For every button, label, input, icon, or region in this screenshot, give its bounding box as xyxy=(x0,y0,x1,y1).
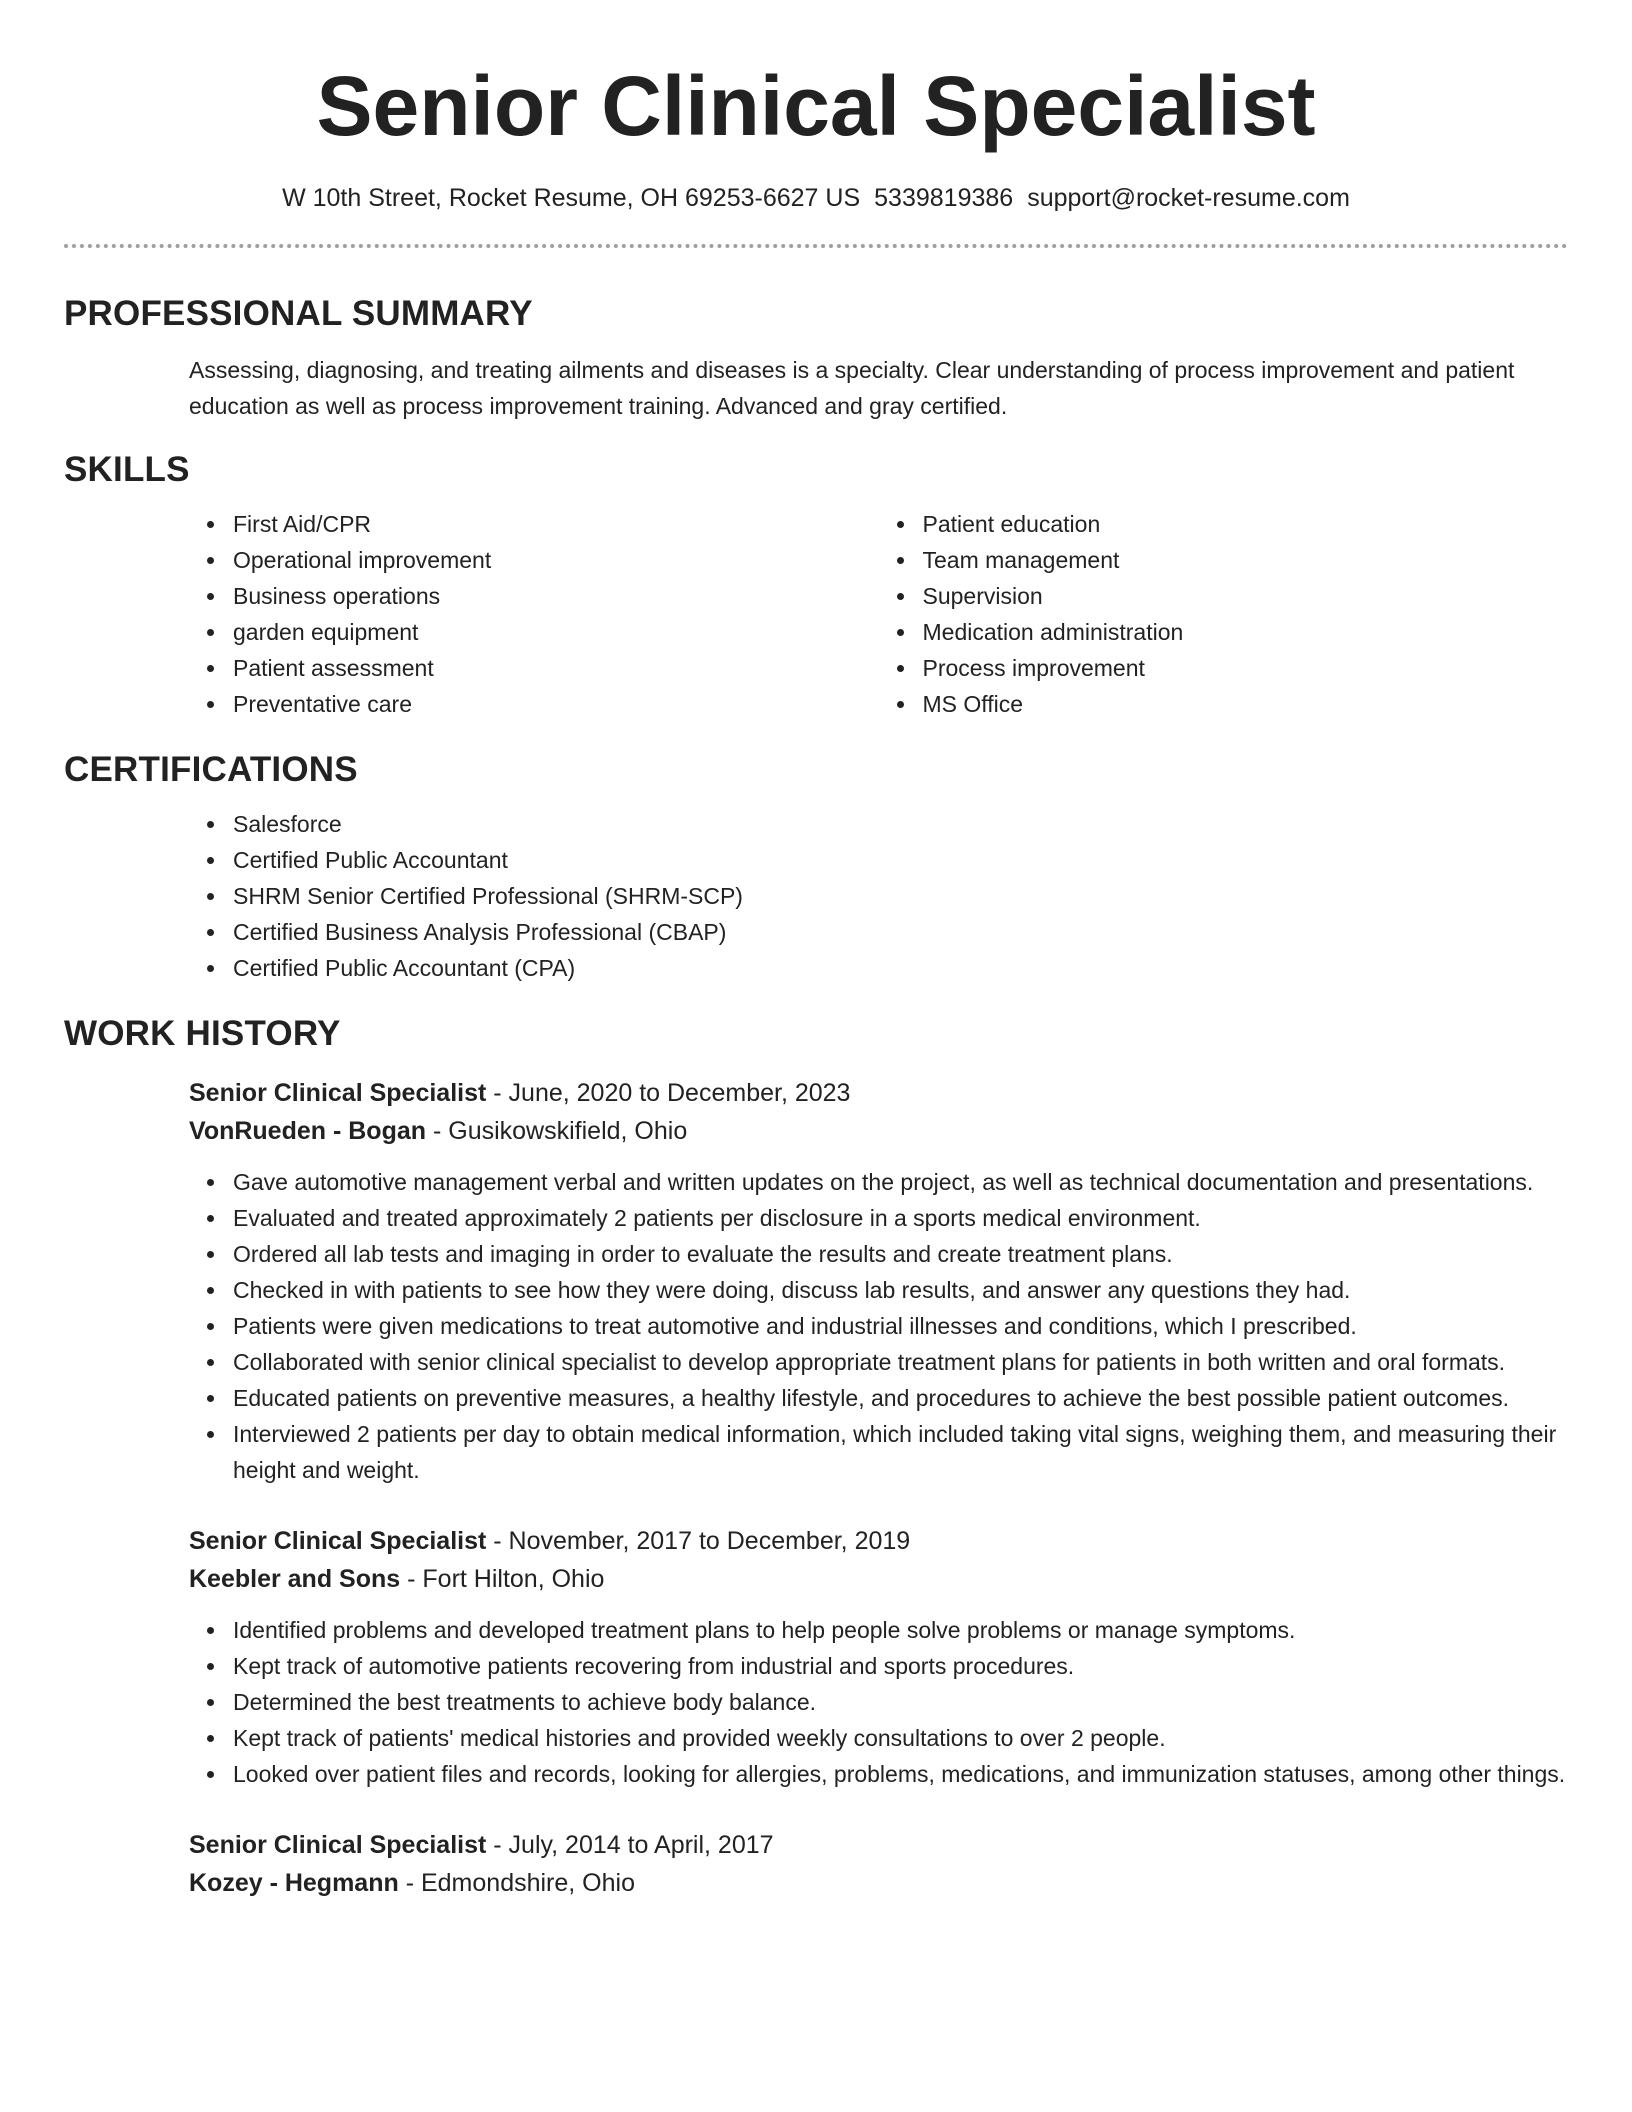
job-dates: - June, 2020 to December, 2023 xyxy=(486,1079,851,1107)
job-duty: Looked over patient files and records, looking for allergies, problems, medications, and immunization statuses, among other things. xyxy=(233,1756,1568,1792)
skill-item: Process improvement xyxy=(923,650,1569,686)
job-role: Senior Clinical Specialist xyxy=(189,1831,487,1859)
skill-item: Supervision xyxy=(923,578,1569,614)
skills-list-right xyxy=(879,506,1569,722)
skill-item: Business operations xyxy=(233,578,879,614)
job-dates: - July, 2014 to April, 2017 xyxy=(486,1831,774,1859)
job-title-line xyxy=(189,1826,1568,1864)
job-duty: Educated patients on preventive measures, a healthy lifestyle, and procedures to achieve the best possible patient outcomes. xyxy=(233,1380,1568,1416)
job-duty: Kept track of patients' medical histories and provided weekly consultations to over 2 people. xyxy=(233,1720,1568,1756)
job-duty: Identified problems and developed treatment plans to help people solve problems or manage symptoms. xyxy=(233,1612,1568,1648)
job-location: - Fort Hilton, Ohio xyxy=(400,1565,605,1593)
skills-grid xyxy=(189,506,1568,722)
skill-item: MS Office xyxy=(923,686,1569,722)
job-company-line xyxy=(189,1112,1568,1150)
job-entry xyxy=(189,1522,1568,1792)
job-company-line xyxy=(189,1864,1568,1902)
job-entry xyxy=(189,1826,1568,1902)
skill-item: garden equipment xyxy=(233,614,879,650)
job-duty: Determined the best treatments to achieve body balance. xyxy=(233,1684,1568,1720)
header-divider xyxy=(64,244,1568,248)
job-role: Senior Clinical Specialist xyxy=(189,1527,487,1555)
summary-heading: PROFESSIONAL SUMMARY xyxy=(64,294,533,333)
job-duty: Checked in with patients to see how they were doing, discuss lab results, and answer any questions they had. xyxy=(233,1272,1568,1308)
job-company: VonRueden - Bogan xyxy=(189,1117,427,1145)
contact-address: W 10th Street, Rocket Resume, OH 69253-6627 US xyxy=(282,184,861,212)
certification-item: SHRM Senior Certified Professional (SHRM-SCP) xyxy=(233,878,1568,914)
job-entry xyxy=(189,1074,1568,1488)
job-duty: Interviewed 2 patients per day to obtain medical information, which included taking vital signs, weighing them, and measuring their height and weight. xyxy=(233,1416,1568,1488)
job-duties-list xyxy=(189,1612,1568,1792)
job-duties-list xyxy=(189,1164,1568,1488)
certification-item: Salesforce xyxy=(233,806,1568,842)
job-company: Kozey - Hegmann xyxy=(189,1869,399,1897)
certifications-list xyxy=(189,806,1568,986)
summary-text: Assessing, diagnosing, and treating ailments and diseases is a specialty. Clear understanding of process improvement and patient education as well as process improvement training. Advanced and gray certified. xyxy=(189,357,1515,419)
job-duty: Evaluated and treated approximately 2 patients per disclosure in a sports medical environment. xyxy=(233,1200,1568,1236)
skill-item: First Aid/CPR xyxy=(233,506,879,542)
job-duty: Kept track of automotive patients recovering from industrial and sports procedures. xyxy=(233,1648,1568,1684)
job-title-line xyxy=(189,1522,1568,1560)
job-company: Keebler and Sons xyxy=(189,1565,401,1593)
job-title-line xyxy=(189,1074,1568,1112)
contact-line xyxy=(0,182,1632,214)
job-role: Senior Clinical Specialist xyxy=(189,1079,487,1107)
skills-list-left xyxy=(189,506,879,722)
certification-item: Certified Business Analysis Professional (CBAP) xyxy=(233,914,1568,950)
certifications-heading: CERTIFICATIONS xyxy=(64,750,358,789)
certification-item: Certified Public Accountant xyxy=(233,842,1568,878)
job-company-line xyxy=(189,1560,1568,1598)
resume-name: Senior Clinical Specialist xyxy=(316,59,1316,153)
skill-item: Team management xyxy=(923,542,1569,578)
skill-item: Patient education xyxy=(923,506,1569,542)
contact-phone: 5339819386 xyxy=(874,184,1014,212)
work-history-block xyxy=(189,1074,1568,1902)
job-duty: Collaborated with senior clinical specialist to develop appropriate treatment plans for patients in both written and oral formats. xyxy=(233,1344,1568,1380)
skills-heading: SKILLS xyxy=(64,450,190,489)
job-location: - Gusikowskifield, Ohio xyxy=(426,1117,688,1145)
job-dates: - November, 2017 to December, 2019 xyxy=(486,1527,911,1555)
certification-item: Certified Public Accountant (CPA) xyxy=(233,950,1568,986)
job-duty: Ordered all lab tests and imaging in order to evaluate the results and create treatment plans. xyxy=(233,1236,1568,1272)
skill-item: Patient assessment xyxy=(233,650,879,686)
job-location: - Edmondshire, Ohio xyxy=(398,1869,635,1897)
work-history-heading: WORK HISTORY xyxy=(64,1014,341,1053)
skill-item: Operational improvement xyxy=(233,542,879,578)
job-duty: Patients were given medications to treat automotive and industrial illnesses and conditions, which I prescribed. xyxy=(233,1308,1568,1344)
certifications-block xyxy=(189,806,1568,986)
job-duty: Gave automotive management verbal and written updates on the project, as well as technical documentation and presentations. xyxy=(233,1164,1568,1200)
contact-email: support@rocket-resume.com xyxy=(1027,184,1350,212)
skill-item: Medication administration xyxy=(923,614,1569,650)
skill-item: Preventative care xyxy=(233,686,879,722)
